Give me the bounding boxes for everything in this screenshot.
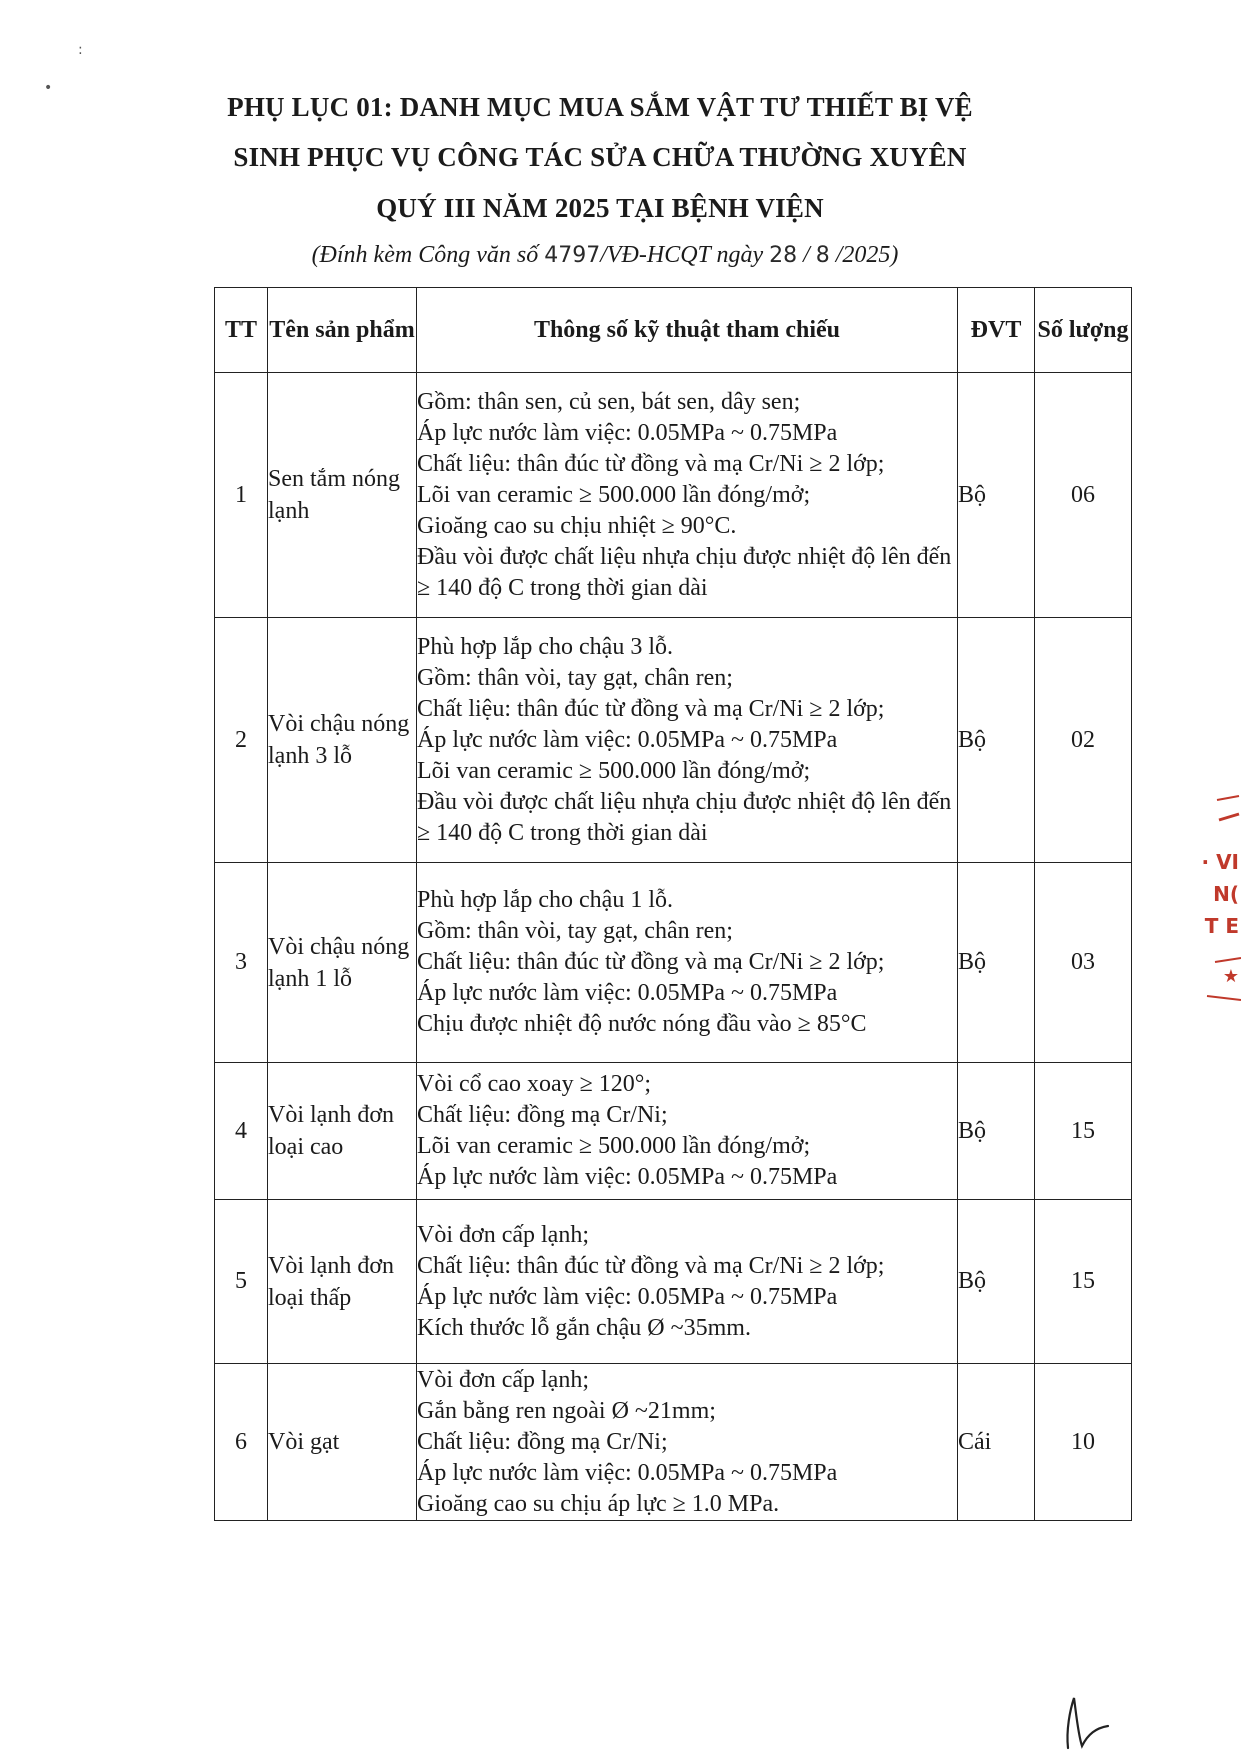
spec-line: Chất liệu: thân đúc từ đồng và mạ Cr/Ni ≥ 2 lớp;: [417, 1252, 885, 1279]
document-title-line-3: QUÝ III NĂM 2025 TẠI BỆNH VIỆN: [376, 193, 824, 223]
row-number: 5: [215, 1200, 268, 1364]
spec-line: Gioăng cao su chịu nhiệt ≥ 90°C.: [417, 512, 737, 539]
spec-line: Gồm: thân vòi, tay gạt, chân ren;: [417, 918, 733, 944]
product-name: Vòi chậu nóng lạnh 3 lỗ: [268, 618, 417, 863]
spec-line: Phù hợp lắp cho chậu 3 lỗ.: [417, 633, 673, 660]
spec-cell: [417, 863, 958, 1063]
product-name: Vòi chậu nóng lạnh 1 lỗ: [268, 863, 417, 1063]
table-row: [215, 1063, 1132, 1200]
spec-line: Đầu vòi được chất liệu nhựa chịu được nhiệt độ lên đến ≥ 140 độ C trong thời gian dài: [417, 543, 952, 601]
scan-speck: :: [78, 42, 83, 58]
product-name: Vòi lạnh đơn loại thấp: [268, 1200, 417, 1364]
unit-of-measure: Bộ: [958, 618, 1035, 863]
spec-cell: [417, 1200, 958, 1364]
spec-cell: [417, 1364, 958, 1521]
quantity: 03: [1035, 863, 1132, 1063]
spec-line: Áp lực nước làm việc: 0.05MPa ~ 0.75MPa: [417, 726, 838, 753]
spec-cell: [417, 373, 958, 618]
handwritten-day: 28: [769, 243, 798, 268]
spec-line: Chất liệu: thân đúc từ đồng và mạ Cr/Ni ≥ 2 lớp;: [417, 450, 885, 477]
unit-of-measure: Bộ: [958, 373, 1035, 618]
spec-line: Lõi van ceramic ≥ 500.000 lần đóng/mở;: [417, 481, 811, 508]
stamp-text-2: N(: [1213, 882, 1239, 906]
spec-line: Kích thước lỗ gắn chậu Ø ~35mm.: [417, 1314, 751, 1341]
document-subtitle: [150, 242, 1060, 269]
table-header-row: [215, 288, 1132, 373]
procurement-table: [214, 287, 1132, 1521]
quantity: 15: [1035, 1200, 1132, 1364]
spec-cell: [417, 1063, 958, 1200]
document-title-line-1: PHỤ LỤC 01: DANH MỤC MUA SẮM VẬT TƯ THIẾT BỊ VỆ: [227, 92, 973, 122]
spec-line: Chịu được nhiệt độ nước nóng đầu vào ≥ 85°C: [417, 1011, 867, 1037]
spec-line: Gioăng cao su chịu áp lực ≥ 1.0 MPa.: [417, 1490, 780, 1517]
spec-line: Chất liệu: thân đúc từ đồng và mạ Cr/Ni ≥ 2 lớp;: [417, 949, 885, 975]
table-row: [215, 1364, 1132, 1521]
spec-line: Gồm: thân sen, củ sen, bát sen, dây sen;: [417, 388, 801, 415]
spec-line: Lõi van ceramic ≥ 500.000 lần đóng/mở;: [417, 1133, 811, 1159]
row-number: 3: [215, 863, 268, 1063]
spec-line: Phù hợp lắp cho chậu 1 lỗ.: [417, 887, 673, 913]
row-number: 4: [215, 1063, 268, 1200]
header-quantity: Số lượng: [1035, 288, 1132, 373]
quantity: 15: [1035, 1063, 1132, 1200]
row-number: 6: [215, 1364, 268, 1521]
spec-line: Áp lực nước làm việc: 0.05MPa ~ 0.75MPa: [417, 1283, 838, 1310]
subtitle-mid: /VĐ-HCQT ngày: [600, 242, 770, 268]
document-title-line-2: SINH PHỤC VỤ CÔNG TÁC SỬA CHỮA THƯỜNG XUYÊN: [233, 142, 967, 172]
unit-of-measure: Bộ: [958, 1063, 1035, 1200]
subtitle-year: /2025): [829, 242, 899, 268]
spec-line: Đầu vòi được chất liệu nhựa chịu được nhiệt độ lên đến ≥ 140 độ C trong thời gian dài: [417, 788, 952, 846]
spec-line: Gắn bằng ren ngoài Ø ~21mm;: [417, 1397, 716, 1424]
scan-speck: •: [44, 80, 53, 96]
table-body: [215, 373, 1132, 1521]
quantity: 06: [1035, 373, 1132, 618]
product-name: Vòi gạt: [268, 1364, 417, 1521]
quantity: 02: [1035, 618, 1132, 863]
row-number: 2: [215, 618, 268, 863]
handwritten-month: 8: [815, 243, 830, 268]
date-separator: /: [797, 242, 816, 268]
stamp-text-1: · VI: [1201, 850, 1239, 874]
spec-line: Áp lực nước làm việc: 0.05MPa ~ 0.75MPa: [417, 419, 838, 446]
spec-line: Áp lực nước làm việc: 0.05MPa ~ 0.75MPa: [417, 1459, 838, 1486]
product-name: Vòi lạnh đơn loại cao: [268, 1063, 417, 1200]
header-unit: ĐVT: [958, 288, 1035, 373]
spec-line: Chất liệu: thân đúc từ đồng và mạ Cr/Ni ≥ 2 lớp;: [417, 695, 885, 722]
spec-line: Lõi van ceramic ≥ 500.000 lần đóng/mở;: [417, 757, 811, 784]
table-row: [215, 618, 1132, 863]
table-row: [215, 1200, 1132, 1364]
header-tt: TT: [215, 288, 268, 373]
spec-line: Chất liệu: đồng mạ Cr/Ni;: [417, 1102, 668, 1128]
spec-line: Chất liệu: đồng mạ Cr/Ni;: [417, 1428, 668, 1455]
header-product-name: Tên sản phẩm: [268, 288, 417, 373]
spec-line: Vòi cổ cao xoay ≥ 120°;: [417, 1071, 652, 1097]
header-spec: Thông số kỹ thuật tham chiếu: [417, 288, 958, 373]
signature-mark: [1060, 1690, 1130, 1750]
handwritten-doc-number: 4797: [544, 243, 601, 268]
spec-line: Áp lực nước làm việc: 0.05MPa ~ 0.75MPa: [417, 1164, 838, 1190]
unit-of-measure: Cái: [958, 1364, 1035, 1521]
table-row: [215, 373, 1132, 618]
row-number: 1: [215, 373, 268, 618]
red-stamp-fragment: [1195, 790, 1241, 1020]
table-row: [215, 863, 1132, 1063]
unit-of-measure: Bộ: [958, 863, 1035, 1063]
unit-of-measure: Bộ: [958, 1200, 1035, 1364]
stamp-text-3: T E: [1204, 914, 1239, 938]
spec-line: Gồm: thân vòi, tay gạt, chân ren;: [417, 664, 733, 691]
stamp-star-icon: ★: [1222, 966, 1239, 987]
product-name: Sen tắm nóng lạnh: [268, 373, 417, 618]
spec-line: Vòi đơn cấp lạnh;: [417, 1366, 589, 1393]
spec-cell: [417, 618, 958, 863]
spec-line: Áp lực nước làm việc: 0.05MPa ~ 0.75MPa: [417, 980, 838, 1006]
quantity: 10: [1035, 1364, 1132, 1521]
spec-line: Vòi đơn cấp lạnh;: [417, 1221, 589, 1248]
subtitle-prefix: (Đính kèm Công văn số: [311, 242, 545, 268]
